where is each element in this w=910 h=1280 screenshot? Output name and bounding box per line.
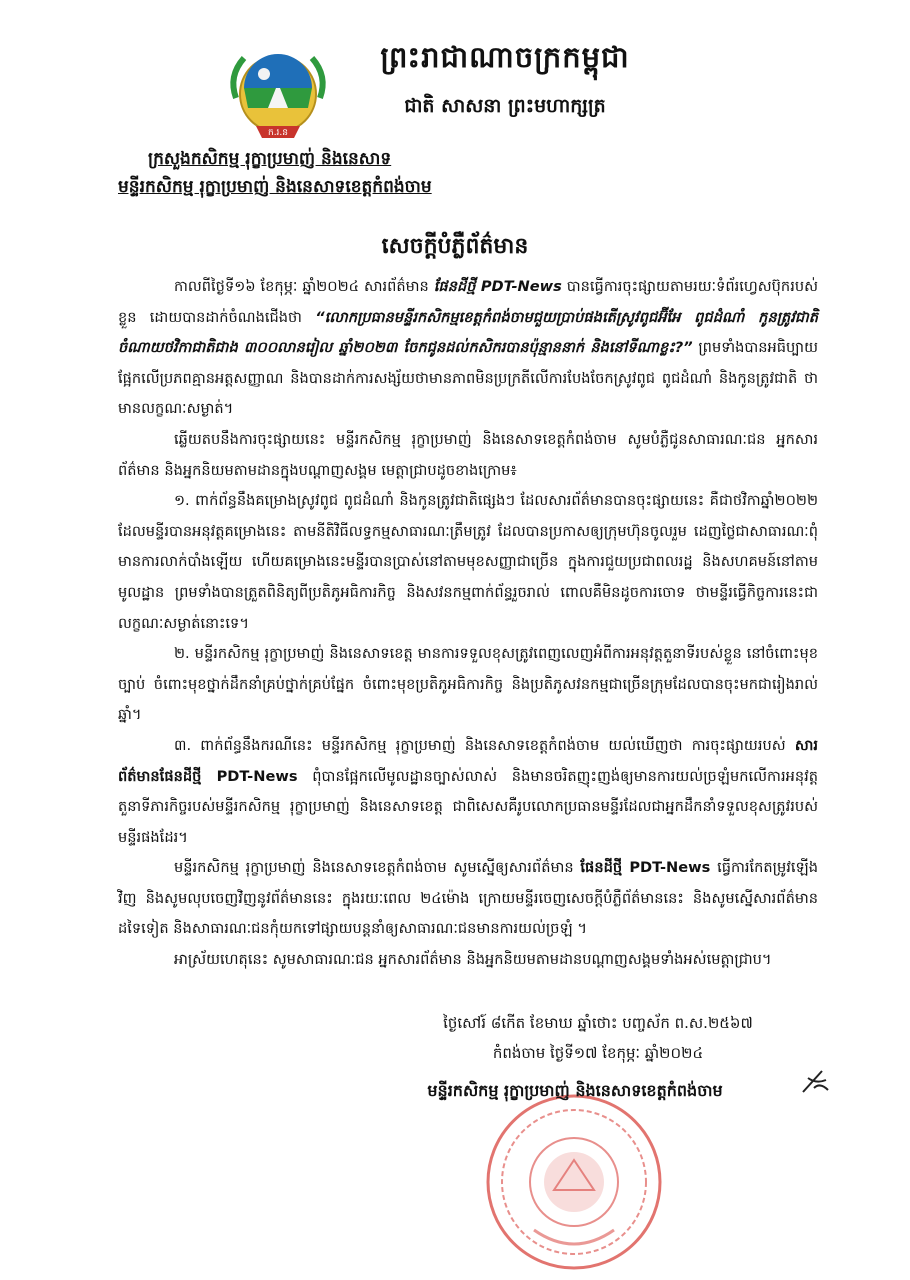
paragraph-5-text-b: ពុំបានផ្អែកលើមូលដ្ឋានច្បាស់លាស់ និងមានចរិតញុះញង់ឲ្យមានការយល់ច្រឡំមកលើការអនុវត្តតួនាទីភារកិច្ចរបស់មន្ទីរកសិកម្ម រុក្ខាប្រមាញ់ និងនេសាទខេត្ត ជាពិសេសគឺរូបលោកប្រធានមន្ទីរដែលជាអ្នកដឹកនាំទទួលខុសត្រូវរបស់មន្ទីរផងដែរ។ bbox=[118, 767, 818, 846]
paragraph-1-text-c: ព្រមទាំងបានអធិប្បាយផ្អែកលើប្រភពគ្មានអត្តសញ្ញាណ និងបានដាក់ការសង្ស័យថាមានភាពមិនប្រក្រតីលើការបែងចែកស្រូវពូជ ពូជដំណាំ និងកូនត្រូវជាតិ ថាមានលក្ខណៈសម្ងាត់។ bbox=[118, 339, 818, 418]
ministry-emblem-logo bbox=[222, 42, 334, 148]
official-seal-stamp bbox=[482, 1090, 666, 1274]
lunar-date: ថ្ងៃសៅរ៍ ៨កើត ខែមាឃ ឆ្នាំថោះ បញ្ចស័ក ព.ស.២៥៦៧ bbox=[443, 1014, 753, 1032]
document-body bbox=[118, 272, 818, 976]
news-outlet-name: ផែនដីថ្មី PDT-News bbox=[580, 859, 711, 877]
paragraph-6 bbox=[118, 853, 818, 945]
paragraph-7: អាស្រ័យហេតុនេះ សូមសាធារណៈជន អ្នកសារព័ត៌មាន និងអ្នកនិយមតាមដានបណ្តាញសង្គមទាំងអស់មេត្តាជ្រាប។ bbox=[174, 951, 772, 969]
document-title: សេចក្តីបំភ្លឺព័ត៌មាន bbox=[381, 234, 529, 259]
paragraph-1 bbox=[118, 272, 818, 425]
paragraph-1-text-b: បានធ្វើការចុះផ្សាយតាមរយៈទំព័រហ្វេសប៊ុករបស់ខ្លួន ដោយបានដាក់ចំណងជើងថា bbox=[118, 278, 818, 326]
svg-text:ក.រ.ន: ក.រ.ន bbox=[267, 128, 289, 138]
paragraph-1-text-a: កាលពីថ្ងៃទី១៦ ខែកុម្ភៈ ឆ្នាំ២០២៤ សារព័ត៌មាន bbox=[174, 278, 434, 295]
kingdom-heading: ព្រះរាជាណាចក្រកម្ពុជា bbox=[380, 40, 630, 74]
department-name: មន្ទីរកសិកម្ម រុក្ខាប្រមាញ់ និងនេសាទខេត្តកំពង់ចាម bbox=[118, 177, 432, 197]
quoted-headline: “លោកប្រធានមន្ទីរកសិកម្មខេត្តកំពង់ចាមជួយប្រាប់ផងតើស្រូវពូជអ៊ីអែ ពូជដំណាំ កូនត្រូវជាតិ ចំណាយថវិកាជាតិជាង ៣០០លានរៀល ឆ្នាំ២០២៣ ចែកជូនដល់កសិករបានប៉ុន្មាននាក់ និងនៅទីណាខ្លះ?” bbox=[118, 308, 818, 357]
paragraph-2: ឆ្លើយតបនឹងការចុះផ្សាយនេះ មន្ទីរកសិកម្ម រុក្ខាប្រមាញ់ និងនេសាទខេត្តកំពង់ចាម សូមបំភ្លឺជូនសាធារណៈជន អ្នកសារព័ត៌មាន និងអ្នកនិយមតាមដានក្នុងបណ្តាញសង្គម មេត្តាជ្រាបដូចខាងក្រោម៖ bbox=[118, 430, 818, 479]
signature-initial-mark bbox=[800, 1068, 830, 1096]
paragraph-5-text-a: ៣. ពាក់ព័ន្ធនឹងករណីនេះ មន្ទីរកសិកម្ម រុក្ខាប្រមាញ់ និងនេសាទខេត្តកំពង់ចាម យល់ឃើញថា ការចុះផ្សាយរបស់ bbox=[174, 736, 795, 754]
paragraph-6-text-b: ធ្វើការកែតម្រូវឡើងវិញ និងសូមលុបចេញវិញនូវព័ត៌មាននេះ ក្នុងរយៈពេល ២៤ម៉ោង ក្រោយមន្ទីរចេញសេចក្តីបំភ្លឺព័ត៌មាននេះ និងសូមស្នើសារព័ត៌មានដទៃទៀត និងសាធារណៈជនកុំយកទៅផ្សាយបន្តនាំឲ្យសាធារណៈជនមានការយល់ច្រឡំ ។ bbox=[118, 859, 819, 938]
national-motto: ជាតិ សាសនា ព្រះមហាក្សត្រ bbox=[404, 95, 606, 117]
news-outlet-name: ផែនដីថ្មី PDT-News bbox=[433, 278, 562, 295]
paragraph-3: ១. ពាក់ព័ន្ធនឹងគម្រោងស្រូវពូជ ពូជដំណាំ និងកូនត្រូវជាតិផ្សេងៗ ដែលសារព័ត៌មានបានចុះផ្សាយនេះ គឺជាថវិកាឆ្នាំ២០២២ ដែលមន្ទីរបានអនុវត្តគម្រោងនេះ តាមនីតិវិធីលទ្ធកម្មសាធារណៈត្រឹមត្រូវ ដែលបានប្រកាសឲ្យក្រុមហ៊ុនចូលរួម ដេញថ្លៃជាសាធារណៈពុំមានការលាក់បាំងឡើយ ហើយគម្រោងនេះមន្ទីរបានប្រាស់នៅតាមមុខសញ្ញាជាច្រើន ក្នុងការជួយប្រជាពលរដ្ឋ និងសហគមន៍នៅតាមមូលដ្ឋាន ព្រមទាំងបានត្រួតពិនិត្យពីប្រតិភូអធិការកិច្ច និងសវនកម្មពាក់ព័ន្ធរួចរាល់ ពោលគឺមិនដូចការចោទ ថាមន្ទីរធ្វើកិច្ចការនេះជាលក្ខណៈសម្ងាត់នោះទេ។ bbox=[118, 492, 818, 632]
solar-date: កំពង់ចាម ថ្ងៃទី១៧ ខែកុម្ភៈ ឆ្នាំ២០២៤ bbox=[492, 1044, 704, 1062]
paragraph-5 bbox=[118, 731, 818, 853]
paragraph-4: ២. មន្ទីរកសិកម្ម រុក្ខាប្រមាញ់ និងនេសាទខេត្ត មានការទទួលខុសត្រូវពេញលេញអំពីការអនុវត្តតួនាទីរបស់ខ្លួន នៅចំពោះមុខច្បាប់ ចំពោះមុខថ្នាក់ដឹកនាំគ្រប់ថ្នាក់គ្រប់ផ្នែក ចំពោះមុខប្រតិភូអធិការកិច្ច និងប្រតិភូសវនកម្មជាច្រើនក្រុមដែលបានចុះមកជារៀងរាល់ឆ្នាំ។ bbox=[118, 645, 818, 724]
news-outlet-name: សារព័ត៌មានផែនដីថ្មី PDT-News bbox=[118, 736, 818, 785]
ministry-name: ក្រសួងកសិកម្ម រុក្ខាប្រមាញ់ និងនេសាទ bbox=[148, 149, 392, 169]
signing-department: មន្ទីរកសិកម្ម រុក្ខាប្រមាញ់ និងនេសាទខេត្តកំពង់ចាម bbox=[427, 1081, 723, 1100]
paragraph-6-text-a: មន្ទីរកសិកម្ម រុក្ខាប្រមាញ់ និងនេសាទខេត្តកំពង់ចាម សូមស្នើឲ្យសារព័ត៌មាន bbox=[174, 859, 581, 877]
